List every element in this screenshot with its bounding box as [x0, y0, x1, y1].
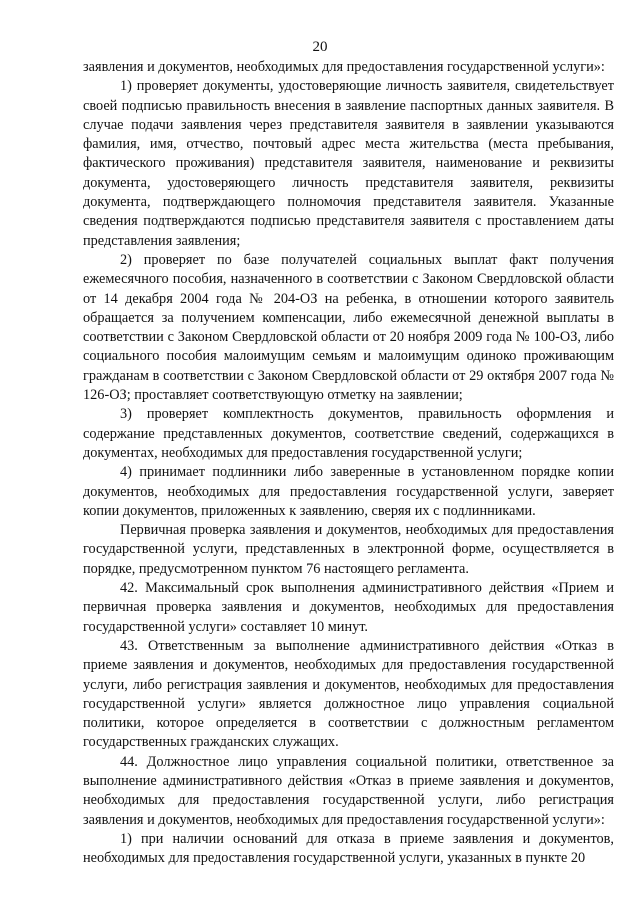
- document-body: [83, 58, 614, 868]
- page-number: 20: [312, 39, 328, 55]
- paragraph-item-1-documents-check: 1) проверяет документы, удостоверяющие личность заявителя, свидетельствует своей подписью правильность внесения в заявление паспортных данных заявителя. В случае подачи заявления через представителя заявителя в заявлении указываются фамилия, имя, отчество, почтовый адрес места жительства (места пребывания, фактического проживания) представителя заявителя, наименование и реквизиты документа, удостоверяющего личность представителя заявителя, реквизиты документа, подтверждающего полномочия представителя заявителя. Указанные сведения подтверждаются подписью представителя заявителя с проставлением даты представления заявления;: [83, 78, 614, 249]
- paragraph-clause-42: 42. Максимальный срок выполнения административного действия «Прием и первичная проверка заявления и документов, необходимых для предоставления государственной услуги» составляет 10 минут.: [83, 580, 614, 635]
- paragraph-electronic-check: Первичная проверка заявления и документов, необходимых для предоставления государственной услуги, представленных в электронной форме, осуществляется в порядке, предусмотренном пунктом 76 настоящего регламента.: [83, 522, 614, 577]
- paragraph-clause-44: 44. Должностное лицо управления социальной политики, ответственное за выполнение административного действия «Отказ в приеме заявления и документов, необходимых для предоставления государственной услуги, либо регистрация заявления и документов, необходимых для предоставления государственной услуги»:: [83, 753, 614, 828]
- paragraph-item-3-completeness-check: 3) проверяет комплектность документов, правильность оформления и содержание представленных документов, соответствие сведений, содержащихся в документах, необходимых для предоставления государственной услуги;: [83, 406, 614, 461]
- paragraph-clause-43: 43. Ответственным за выполнение административного действия «Отказ в приеме заявления и документов, необходимых для предоставления государственной услуги, либо регистрация заявления и документов, необходимых для предоставления государственной услуги» является должностное лицо управления социальной политики, которое определяется в соответствии с должностным регламентом государственных гражданских служащих.: [83, 637, 614, 751]
- paragraph-clause-44-item-1: 1) при наличии оснований для отказа в приеме заявления и документов, необходимых для предоставления государственной услуги, указанных в пункте 20: [83, 830, 614, 867]
- paragraph-item-2-database-check: 2) проверяет по базе получателей социальных выплат факт получения ежемесячного пособия, назначенного в соответствии с Законом Свердловской области от 14 декабря 2004 года № 204-ОЗ на ребенка, в отношении которого заявитель обращается за получением компенсации, либо ежемесячной денежной выплаты в соответствии с Законом Свердловской области от 20 ноября 2009 года № 100-ОЗ, либо социального пособия малоимущим семьям и малоимущим одиноко проживающим гражданам в соответствии с Законом Свердловской области от 29 октября 2007 года № 126-ОЗ; проставляет соответствующую отметку на заявлении;: [83, 251, 614, 404]
- paragraph-item-4-originals: 4) принимает подлинники либо заверенные в установленном порядке копии документов, необходимых для предоставления государственной услуги, заверяет копии документов, приложенных к заявлению, сверяя их с подлинниками.: [83, 464, 614, 519]
- paragraph-continuation: заявления и документов, необходимых для предоставления государственной услуги»:: [83, 59, 605, 75]
